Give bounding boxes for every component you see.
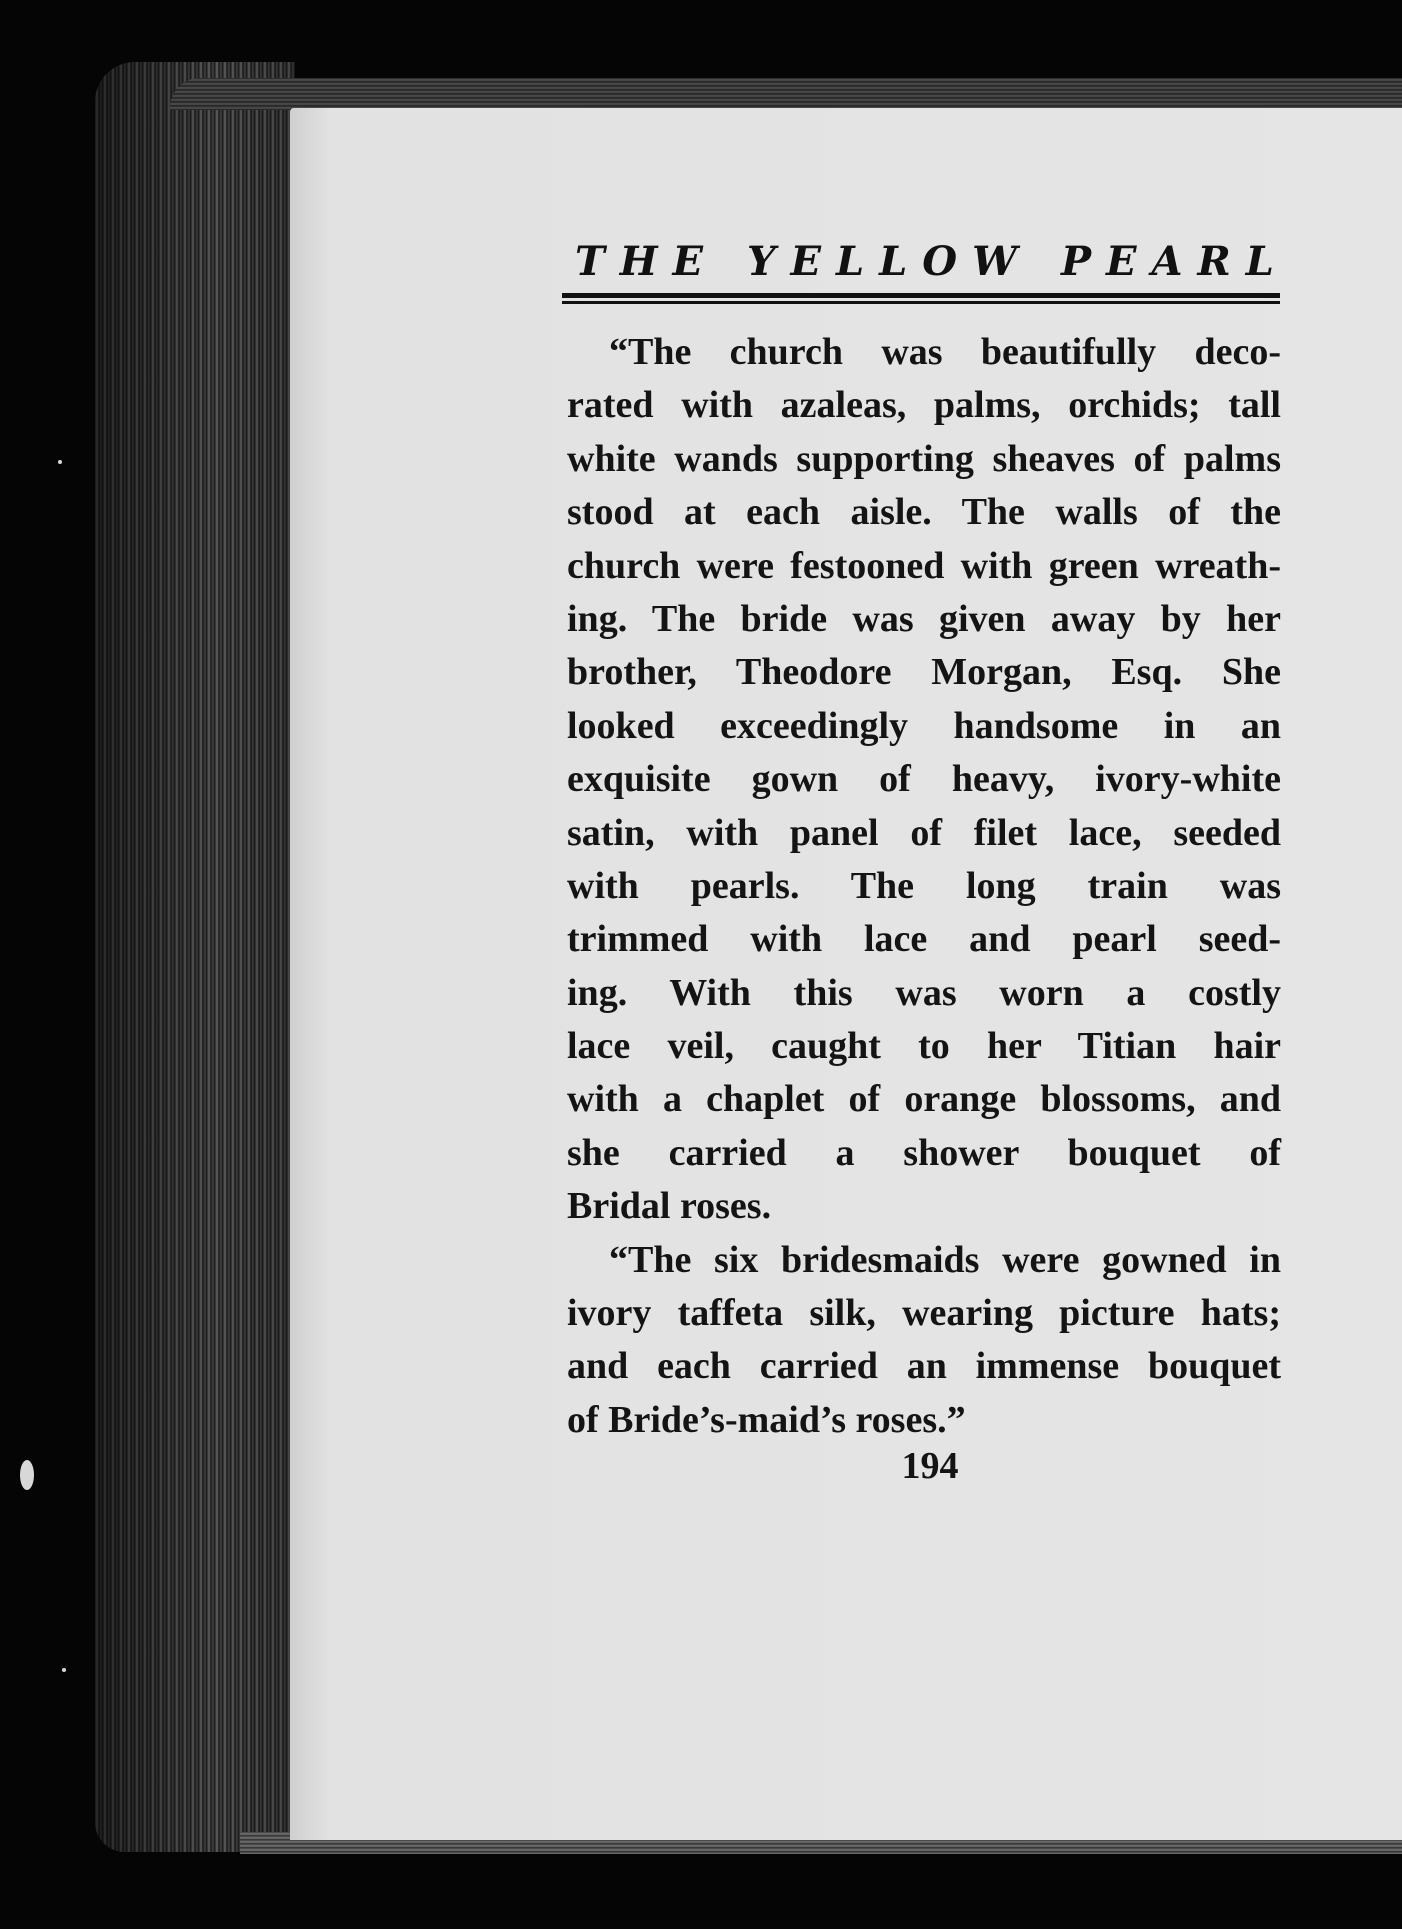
speck [20, 1460, 34, 1490]
text-line: with a chaplet of orange blossoms, and [567, 1078, 1281, 1121]
header-rule-thin [562, 301, 1280, 304]
page-edges-shading [95, 62, 295, 1852]
page-edges-top [170, 78, 1402, 110]
text-line: Bridal roses. [567, 1185, 772, 1228]
text-line: looked exceedingly handsome in an [567, 704, 1281, 747]
text-line: stood at each aisle. The walls of the [567, 491, 1281, 534]
text-line: white wands supporting sheaves of palms [567, 437, 1281, 480]
running-head: THE YELLOW PEARL [575, 238, 1289, 285]
text-line: satin, with panel of filet lace, seeded [567, 811, 1281, 854]
text-line: rated with azaleas, palms, orchids; tall [567, 384, 1281, 427]
body-text [567, 326, 1281, 1447]
text-line: ivory taffeta silk, wearing picture hats; [567, 1292, 1281, 1335]
text-line: exquisite gown of heavy, ivory-white [567, 758, 1281, 801]
text-line: church were festooned with green wreath- [567, 544, 1281, 587]
text-line: and each carried an immense bouquet [567, 1345, 1281, 1388]
text-line: “The six bridesmaids were gowned in [609, 1238, 1281, 1281]
speck [58, 460, 62, 464]
text-line: brother, Theodore Morgan, Esq. She [567, 651, 1281, 694]
text-line: she carried a shower bouquet of [567, 1131, 1281, 1174]
text-line: of Bride’s-maid’s roses.” [567, 1398, 966, 1441]
text-line: “The church was beautifully deco- [609, 331, 1281, 373]
text-line: ing. With this was worn a costly [567, 971, 1281, 1014]
page-number: 194 [901, 1445, 959, 1487]
text-line: lace veil, caught to her Titian hair [567, 1025, 1281, 1068]
text-line: ing. The bride was given away by her [567, 597, 1281, 640]
header-rule-thick [562, 293, 1280, 298]
text-line: trimmed with lace and pearl seed- [567, 918, 1281, 961]
text-line: with pearls. The long train was [567, 864, 1281, 907]
speck [62, 1668, 66, 1672]
